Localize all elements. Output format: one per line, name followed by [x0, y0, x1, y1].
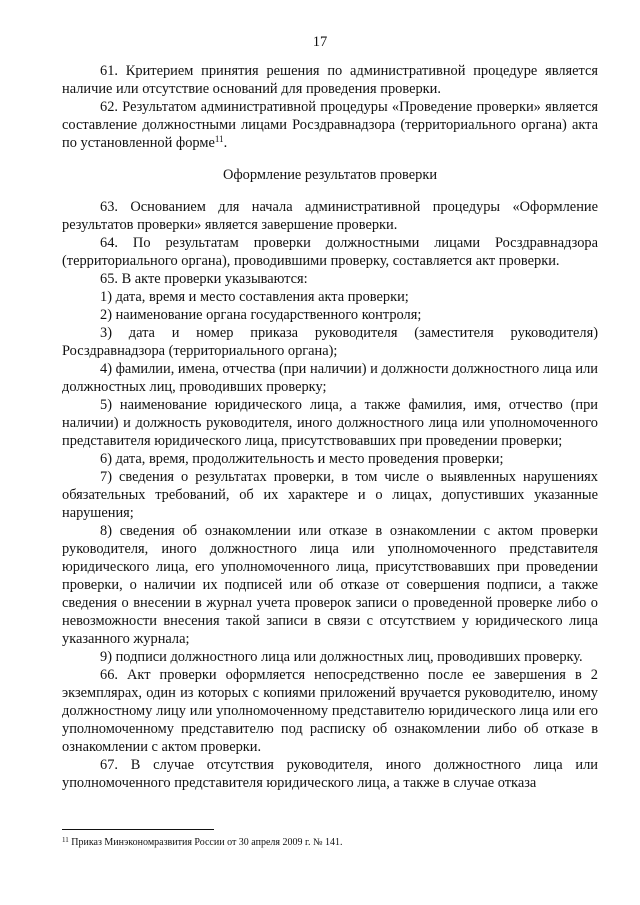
- paragraph-62-text: 62. Результатом административной процедуры «Проведение проверки» является составление должностными лицами Росздравнадзора (территориального органа) акта по установленной форме: [62, 99, 598, 151]
- footnote-text: Приказ Минэкономразвития России от 30 апреля 2009 г. № 141.: [71, 837, 343, 848]
- page-number: 17: [312, 34, 328, 50]
- footnote: [62, 836, 598, 849]
- paragraph-65: 65. В акте проверки указываются:: [100, 271, 308, 287]
- list-item-5: 5) наименование юридического лица, а также фамилия, имя, отчество (при наличии) и должность руководителя, иного должностного лица или уполномоченного представителя юридического лица, присутствовавших при проведении проверки;: [62, 397, 598, 449]
- footnote-reference: 11: [214, 134, 224, 144]
- paragraph-67: 67. В случае отсутствия руководителя, иного должностного лица или уполномоченного представителя юридического лица, а также в случае отказа: [62, 757, 598, 791]
- paragraph-64: 64. По результатам проверки должностными лицами Росздравнадзора (территориального органа), проводившими проверку, составляется акт проверки.: [62, 235, 598, 269]
- paragraph-61: 61. Критерием принятия решения по административной процедуре является наличие или отсутствие оснований для проведения проверки.: [62, 63, 598, 97]
- list-item-3: 3) дата и номер приказа руководителя (заместителя руководителя) Росздравнадзора (территориального органа);: [62, 325, 598, 359]
- list-item-9: 9) подписи должностного лица или должностных лиц, проводивших проверку.: [100, 649, 583, 665]
- footnote-divider: [62, 829, 214, 830]
- paragraph-62: [62, 98, 598, 152]
- list-item-6: 6) дата, время, продолжительность и место проведения проверки;: [100, 451, 504, 467]
- list-item-8: 8) сведения об ознакомлении или отказе в ознакомлении с актом проверки руководителя, иного должностного лица или уполномоченного представителя юридического лица, его уполномоченного лица, присутствовавших при проведении проверки, о наличии их подписей или об отказе от совершения подписи, а также сведения о внесении в журнал учета проверок записи о проведенной проверке либо о невозможности внесения такой записи в связи с отсутствием у юридического лица указанного журнала;: [62, 523, 598, 647]
- document-body: [62, 62, 598, 792]
- list-item-1: 1) дата, время и место составления акта проверки;: [100, 289, 409, 305]
- list-item-4: 4) фамилии, имена, отчества (при наличии) и должности должностного лица или должностных лиц, проводивших проверку;: [62, 361, 598, 395]
- paragraph-66: 66. Акт проверки оформляется непосредственно после ее завершения в 2 экземплярах, один из которых с копиями приложений вручается руководителю, иному должностному лицу или уполномоченному представителю юридического лица или его уполномоченному представителю под расписку об ознакомлении либо об отказе в ознакомлении с актом проверки.: [62, 667, 598, 755]
- footnote-mark: 11: [62, 836, 69, 844]
- paragraph-62-tail: .: [223, 135, 228, 151]
- list-item-2: 2) наименование органа государственного контроля;: [100, 307, 422, 323]
- paragraph-63: 63. Основанием для начала административной процедуры «Оформление результатов проверки» является завершение проверки.: [62, 199, 598, 233]
- section-heading: Оформление результатов проверки: [222, 167, 438, 183]
- list-item-7: 7) сведения о результатах проверки, в том числе о выявленных нарушениях обязательных требований, об их характере и о лицах, допустивших указанные нарушения;: [62, 469, 598, 521]
